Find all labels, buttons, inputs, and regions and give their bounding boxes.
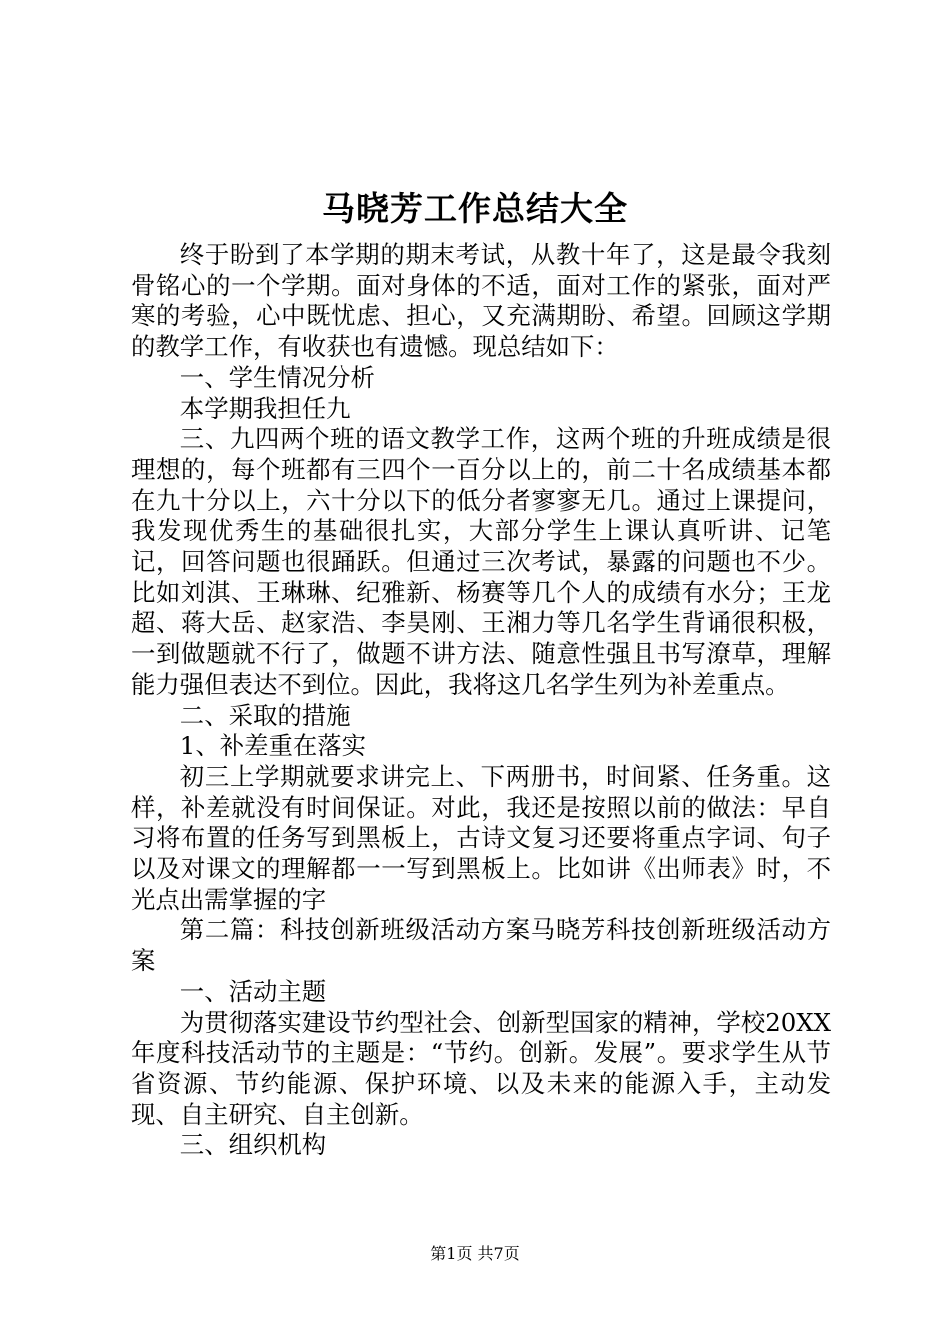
document-body (131, 240, 831, 1161)
page-footer: 第1页 共7页 (430, 1244, 520, 1263)
subheading-remedial: 1、补差重在落实 (179, 731, 367, 761)
heading-measures: 二、采取的措施 (179, 700, 351, 730)
document-title: 马晓芳工作总结大全 (322, 189, 628, 228)
paragraph-intro: 终于盼到了本学期的期末考试，从教十年了，这是最令我刻骨铭心的一个学期。面对身体的不适，面对工作的紧张，面对严寒的考验，心中既忧虑、担心，又充满期盼、希望。回顾这学期的教学工作，有收获也有遗憾。现总结如下： (131, 240, 831, 362)
heading-activity-theme: 一、活动主题 (179, 976, 327, 1006)
paragraph-class-situation: 三、九四两个班的语文教学工作，这两个班的升班成绩是很理想的，每个班都有三四个一百分以上的，前二十名成绩基本都在九十分以上，六十分以下的低分者寥寥无几。通过上课提问，我发现优秀生的基础很扎实，大部分学生上课认真听讲、记笔记，回答问题也很踊跃。但通过三次考试，暴露的问题也不少。比如刘淇、王琳琳、纪雅新、杨赛等几个人的成绩有水分；王龙超、蒋大岳、赵家浩、李昊刚、王湘力等几名学生背诵很积极，一到做题就不行了，做题不讲方法、随意性强且书写潦草，理解能力强但表达不到位。因此，我将这几名学生列为补差重点。 (131, 424, 831, 699)
paragraph-second-article: 第二篇：科技创新班级活动方案马晓芳科技创新班级活动方案 (131, 915, 831, 976)
paragraph-activity-theme: 为贯彻落实建设节约型社会、创新型国家的精神，学校20XX年度科技活动节的主题是：“节约。创新。发展”。要求学生从节省资源、节约能源、保护环境、以及未来的能源入手，主动发现、自主研究、自主创新。 (131, 1007, 831, 1129)
heading-student-analysis: 一、学生情况分析 (179, 362, 375, 392)
heading-organization: 三、组织机构 (179, 1130, 327, 1160)
paragraph-semester-role: 本学期我担任九 (179, 393, 351, 423)
paragraph-remedial-detail: 初三上学期就要求讲完上、下两册书，时间紧、任务重。这样，补差就没有时间保证。对此，我还是按照以前的做法：早自习将布置的任务写到黑板上，古诗文复习还要将重点字词、句子以及对课文的理解都一一写到黑板上。比如讲《出师表》时，不光点出需掌握的字 (131, 761, 831, 914)
